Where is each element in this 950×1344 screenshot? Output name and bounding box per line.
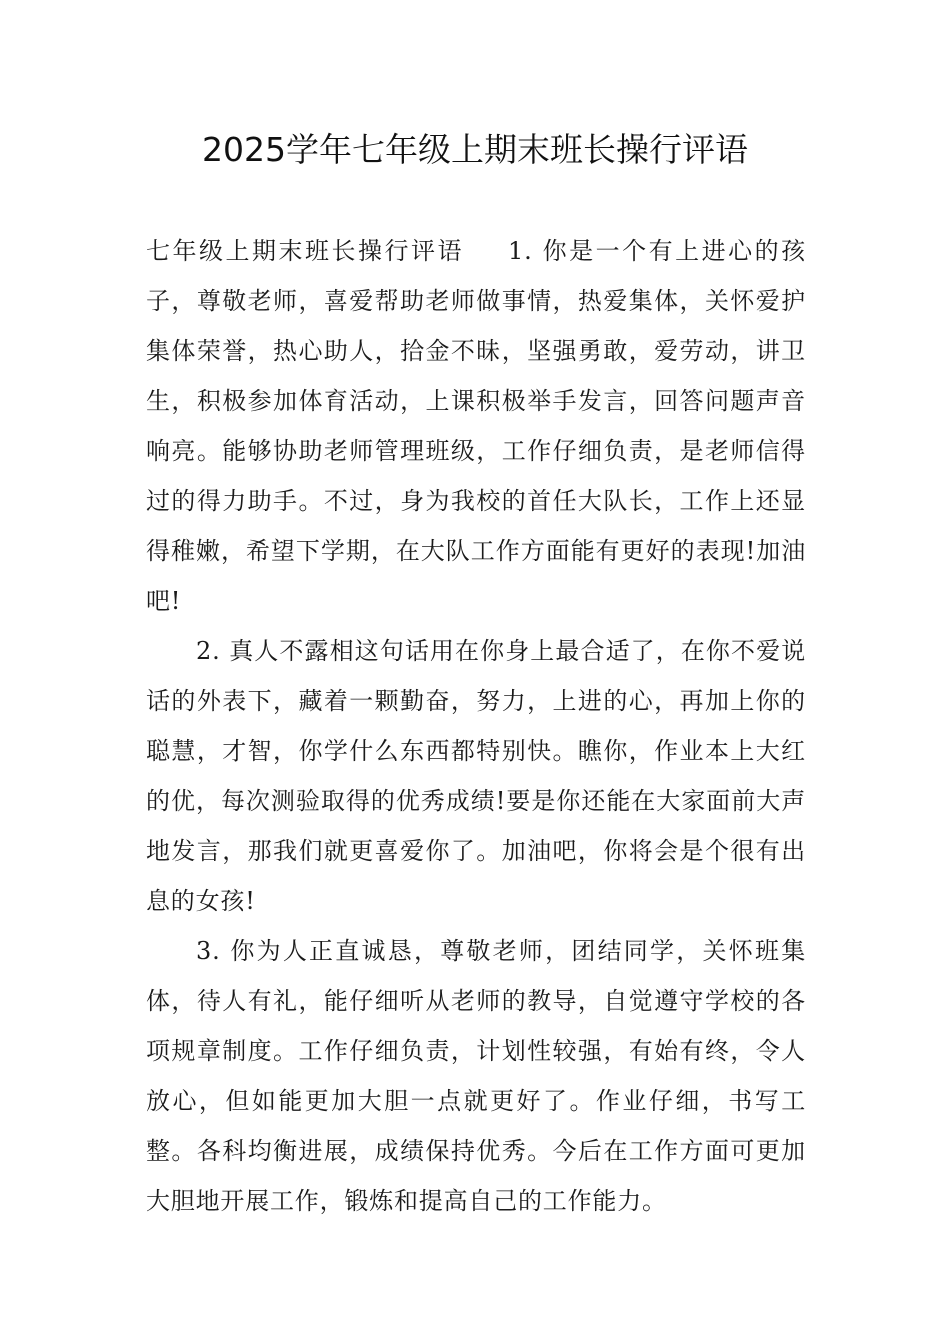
paragraph-1-text: 1. 你是一个有上进心的孩子，尊敬老师，喜爱帮助老师做事情，热爱集体，关怀爱护集体荣誉，热心助人，拾金不昧，坚强勇敢，爱劳动，讲卫生，积极参加体育活动，上课积极举手发言，回答问题声音响亮。能够协助老师管理班级，工作仔细负责，是老师信得过的得力助手。不过，身为我校的首任大队长，工作上还显得稚嫩，希望下学期，在大队工作方面能有更好的表现!加油吧! xyxy=(146,237,806,615)
document-title: 2025学年七年级上期末班长操行评语 xyxy=(202,130,748,169)
lead-label: 七年级上期末班长操行评语 xyxy=(146,237,465,265)
paragraph-3: 3. 你为人正直诚恳，尊敬老师，团结同学，关怀班集体，待人有礼，能仔细听从老师的教导，自觉遵守学校的各项规章制度。工作仔细负责，计划性较强，有始有终，令人放心，但如能更加大胆一点就更好了。作业仔细，书写工整。各科均衡进展，成绩保持优秀。今后在工作方面可更加大胆地开展工作，锻炼和提高自己的工作能力。 xyxy=(146,937,806,1215)
paragraph-2: 2. 真人不露相这句话用在你身上最合适了，在你不爱说话的外表下，藏着一颗勤奋，努力，上进的心，再加上你的聪慧，才智，你学什么东西都特别快。瞧你，作业本上大红的优，每次测验取得的优秀成绩!要是你还能在大家面前大声地发言，那我们就更喜爱你了。加油吧，你将会是个很有出息的女孩! xyxy=(146,637,806,915)
document-body xyxy=(146,226,806,1226)
paragraph-1 xyxy=(146,226,806,626)
